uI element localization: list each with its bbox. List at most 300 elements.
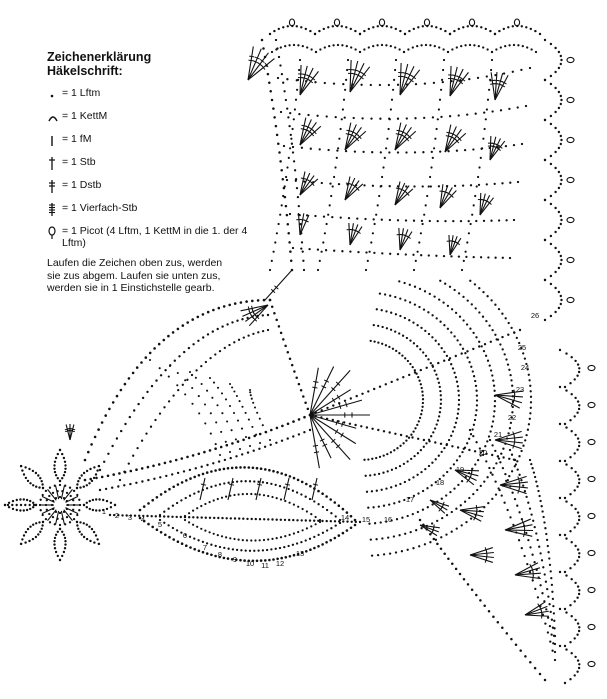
- chain-dot: [77, 528, 79, 530]
- chain-dot: [529, 412, 531, 414]
- chain-dot: [560, 103, 562, 105]
- chain-dot: [317, 503, 319, 505]
- chain-dot: [534, 30, 536, 32]
- chain-dot: [93, 541, 95, 543]
- chain-dot: [535, 51, 537, 53]
- chain-dot: [449, 357, 451, 359]
- chain-dot: [135, 468, 138, 471]
- chain-dot: [279, 547, 281, 549]
- chain-dot: [381, 343, 383, 345]
- chain-dot: [306, 510, 308, 512]
- chain-dot: [453, 426, 455, 428]
- chain-dot: [530, 48, 532, 50]
- chain-dot: [412, 254, 414, 256]
- chain-dot: [159, 476, 161, 478]
- chain-dot: [492, 420, 494, 422]
- chain-dot: [292, 519, 294, 521]
- chain-dot: [438, 185, 440, 187]
- chain-dot: [299, 59, 301, 61]
- chain-dot: [486, 295, 488, 297]
- chain-dot: [172, 394, 174, 396]
- chain-dot: [350, 515, 353, 518]
- chain-dot: [370, 117, 372, 119]
- chain-dot: [457, 446, 459, 448]
- chain-dot: [459, 343, 461, 345]
- chain-dot: [405, 439, 407, 441]
- chain-dot: [86, 524, 88, 526]
- chain-dot: [482, 316, 484, 318]
- chain-dot: [505, 145, 507, 147]
- chain-dot: [380, 151, 382, 153]
- chain-dot: [367, 507, 369, 509]
- chain-dot: [289, 147, 291, 149]
- chain-dot: [503, 72, 505, 74]
- chain-dot: [202, 336, 204, 338]
- chain-dot: [53, 464, 55, 466]
- chain-dot: [458, 114, 460, 116]
- chain-dot: [19, 498, 21, 500]
- chain-dot: [550, 83, 552, 85]
- chain-dot: [241, 318, 243, 320]
- chain-dot: [452, 367, 454, 369]
- chain-dot: [256, 467, 259, 470]
- chain-dot: [300, 541, 302, 543]
- chain-dot: [435, 539, 437, 541]
- chain-dot: [491, 474, 493, 476]
- chain-dot: [388, 128, 390, 130]
- chain-dot: [487, 256, 489, 258]
- chain-dot: [167, 515, 169, 517]
- chain-dot: [425, 442, 427, 444]
- chain-dot: [66, 492, 68, 494]
- chain-dot: [160, 531, 163, 534]
- chain-dot: [156, 496, 159, 499]
- chain-dot: [337, 44, 339, 46]
- chain-dot: [458, 255, 460, 257]
- chain-dot: [558, 227, 560, 229]
- chain-dot: [270, 483, 272, 485]
- chain-dot: [404, 299, 406, 301]
- stitch: [64, 510, 73, 521]
- chain-dot: [271, 99, 274, 102]
- chain-dot: [577, 659, 579, 661]
- chain-dot: [428, 440, 430, 442]
- chain-dot: [266, 482, 268, 484]
- chain-dot: [399, 297, 401, 299]
- chain-dot: [435, 340, 437, 342]
- row-number: 26: [530, 311, 540, 320]
- chain-dot: [480, 256, 482, 258]
- chain-dot: [288, 519, 290, 521]
- chain-dot: [509, 257, 511, 259]
- chain-dot: [525, 434, 527, 436]
- chain-dot: [453, 487, 455, 489]
- chain-dot: [503, 502, 505, 504]
- chain-dot: [558, 91, 560, 93]
- chain-dot: [269, 33, 271, 35]
- chain-dot: [559, 386, 561, 388]
- chain-dot: [447, 328, 449, 330]
- chain-dot: [57, 555, 59, 557]
- stitch: [349, 223, 350, 245]
- row-number: 15: [361, 515, 371, 524]
- chain-dot: [116, 395, 119, 398]
- chain-dot: [212, 309, 215, 312]
- chain-dot: [381, 326, 383, 328]
- chain-dot: [302, 45, 304, 47]
- chain-dot: [475, 414, 477, 416]
- legend-title: [47, 50, 252, 78]
- chain-dot: [544, 573, 546, 575]
- chain-dot: [229, 383, 231, 385]
- chain-dot: [464, 501, 466, 503]
- chain-dot: [577, 437, 579, 439]
- chain-dot: [500, 109, 502, 111]
- stitch: [312, 478, 317, 500]
- stitch-bar: [257, 484, 262, 485]
- chain-dot: [394, 296, 396, 298]
- chain-dot: [417, 251, 419, 253]
- chain-dot: [549, 564, 551, 566]
- chain-dot: [246, 493, 248, 495]
- chain-dot: [420, 471, 422, 473]
- chain-dot: [569, 419, 571, 421]
- chain-dot: [460, 220, 462, 222]
- chain-dot: [430, 166, 432, 168]
- chain-dot: [440, 394, 442, 396]
- chain-dot: [206, 471, 209, 474]
- chain-dot: [193, 548, 196, 551]
- chain-dot: [64, 547, 66, 549]
- chain-dot: [462, 296, 464, 298]
- chain-dot: [398, 48, 400, 50]
- chain-dot: [554, 651, 556, 653]
- chain-dot: [290, 138, 292, 140]
- chain-dot: [550, 570, 552, 572]
- chain-dot: [334, 501, 337, 504]
- chain-dot: [250, 539, 252, 541]
- chain-dot: [420, 254, 422, 256]
- chain-dot: [558, 147, 560, 149]
- chain-dot: [429, 293, 431, 295]
- chain-dot: [470, 184, 472, 186]
- chain-dot: [294, 108, 296, 110]
- chain-dot: [577, 622, 579, 624]
- chain-dot: [280, 111, 282, 113]
- chain-dot: [423, 214, 425, 216]
- chain-dot: [39, 531, 41, 533]
- chain-dot: [213, 517, 215, 519]
- chain-dot: [371, 490, 373, 492]
- chain-dot: [293, 532, 295, 534]
- chain-dot: [38, 521, 40, 523]
- chain-dot: [485, 118, 487, 120]
- chain-dot: [445, 533, 447, 535]
- chain-dot: [443, 351, 445, 353]
- row-number: 18: [435, 478, 445, 487]
- chain-dot: [229, 537, 231, 539]
- chain-dot: [86, 484, 88, 486]
- chain-dot: [537, 490, 539, 492]
- chain-dot: [459, 316, 461, 318]
- chain-dot: [564, 534, 566, 536]
- chain-dot: [508, 458, 510, 460]
- chain-dot: [569, 382, 571, 384]
- chain-dot: [249, 389, 251, 391]
- chain-dot: [444, 220, 446, 222]
- chain-dot: [399, 30, 401, 32]
- chain-dot: [200, 528, 202, 530]
- chain-dot: [363, 30, 365, 32]
- chain-dot: [269, 269, 271, 271]
- chain-dot: [419, 348, 421, 350]
- chain-dot: [259, 494, 261, 496]
- chain-dot: [547, 595, 549, 597]
- chain-dot: [298, 113, 300, 115]
- chain-dot: [435, 458, 437, 460]
- chain-dot: [379, 84, 381, 86]
- chain-dot: [220, 431, 222, 433]
- chain-dot: [395, 28, 397, 30]
- chain-dot: [450, 255, 452, 257]
- chain-dot: [182, 324, 185, 327]
- chain-dot: [375, 457, 377, 459]
- chain-dot: [76, 521, 78, 523]
- chain-dot: [492, 379, 494, 381]
- chain-dot: [470, 433, 472, 435]
- picot: [588, 402, 595, 407]
- row-number: 17: [405, 495, 415, 504]
- chain-dot: [377, 25, 379, 27]
- chain-dot: [283, 187, 286, 190]
- chain-dot: [376, 308, 378, 310]
- chain-dot: [32, 538, 34, 540]
- chain-dot: [238, 539, 240, 541]
- chain-dot: [412, 476, 414, 478]
- chain-dot: [305, 28, 307, 30]
- chain-dot: [519, 329, 521, 331]
- chain-dot: [35, 536, 37, 538]
- chain-dot: [295, 99, 297, 101]
- chain-dot: [517, 468, 519, 470]
- row-number: 21: [493, 430, 503, 439]
- chain-dot: [478, 311, 480, 313]
- chain-dot: [491, 498, 493, 500]
- chain-dot: [326, 529, 328, 531]
- chain-dot: [524, 490, 526, 492]
- chain-dot: [477, 77, 479, 79]
- chain-dot: [530, 401, 532, 403]
- chain-dot: [450, 363, 452, 365]
- chain-dot: [282, 178, 285, 181]
- chain-dot: [487, 99, 489, 101]
- picot-loop: [588, 587, 595, 592]
- chain-dot: [554, 635, 556, 637]
- chain-dot: [422, 490, 424, 492]
- chain-dot: [289, 213, 291, 215]
- chain-dot: [577, 363, 579, 365]
- chain-dot: [279, 214, 281, 216]
- chain-dot: [420, 44, 422, 46]
- chain-dot: [437, 362, 439, 364]
- chain-dot: [475, 409, 477, 411]
- chain-dot: [476, 404, 478, 406]
- chain-dot: [183, 351, 185, 353]
- chain-dot: [422, 394, 424, 396]
- chain-dot: [529, 385, 531, 387]
- chain-dot: [233, 341, 235, 343]
- chain-dot: [423, 308, 425, 310]
- chain-dot: [461, 451, 463, 453]
- chain-dot: [164, 462, 167, 465]
- chain-dot: [54, 537, 56, 539]
- chain-dot: [406, 435, 408, 437]
- chain-dot: [250, 394, 252, 396]
- stitch-bar: [314, 452, 319, 453]
- chain-dot: [229, 405, 231, 407]
- chain-dot: [510, 379, 512, 381]
- chain-dot: [550, 203, 552, 205]
- chain-dot: [219, 454, 221, 456]
- chain-dot: [456, 46, 458, 48]
- chain-dot: [437, 118, 439, 120]
- chain-dot: [102, 499, 104, 501]
- chain-dot: [20, 465, 22, 467]
- chain-dot: [440, 116, 442, 118]
- chain-dot: [293, 118, 295, 120]
- chain-dot: [184, 519, 186, 521]
- chain-dot: [576, 412, 578, 414]
- chain-dot: [188, 512, 190, 514]
- chain-dot: [236, 549, 238, 551]
- chain-dot: [481, 147, 483, 149]
- chain-dot: [111, 487, 113, 489]
- chain-dot: [302, 529, 304, 531]
- chain-dot: [23, 498, 25, 500]
- chain-dot: [245, 549, 247, 551]
- chain-dot: [422, 151, 424, 153]
- chain-dot: [430, 362, 432, 364]
- chain-dot: [520, 450, 522, 452]
- chain-dot: [341, 118, 343, 120]
- chain-dot: [418, 241, 420, 243]
- chain-dot: [197, 539, 199, 541]
- chain-dot: [177, 540, 180, 543]
- chain-dot: [289, 475, 292, 478]
- chain-dot: [576, 523, 578, 525]
- chain-dot: [391, 99, 393, 101]
- chain-dot: [413, 455, 415, 457]
- chain-dot: [473, 424, 475, 426]
- chain-dot: [422, 223, 424, 225]
- chain-dot: [472, 493, 474, 495]
- chain-dot: [550, 243, 552, 245]
- chain-dot: [214, 447, 217, 450]
- chain-dot: [389, 118, 391, 120]
- chain-dot: [431, 314, 433, 316]
- chain-dot: [257, 331, 259, 333]
- chain-dot: [379, 118, 381, 120]
- chain-dot: [394, 433, 396, 435]
- chain-dot: [564, 460, 566, 462]
- chain-dot: [12, 500, 14, 502]
- chain-dot: [272, 470, 275, 473]
- chain-dot: [433, 295, 435, 297]
- chain-dot: [307, 114, 309, 116]
- chain-dot: [238, 339, 240, 341]
- chain-dot: [488, 324, 490, 326]
- chain-dot: [569, 567, 571, 569]
- chain-dot: [446, 355, 448, 357]
- chain-dot: [117, 485, 119, 487]
- chain-dot: [365, 251, 367, 253]
- chain-dot: [546, 588, 548, 590]
- chain-dot: [520, 479, 522, 481]
- stitch-bar: [248, 307, 249, 312]
- chain-dot: [8, 506, 10, 508]
- chain-dot: [491, 454, 493, 456]
- chain-dot: [172, 527, 174, 529]
- chain-dot: [495, 48, 497, 50]
- chain-dot: [228, 344, 230, 346]
- chain-dot: [578, 445, 580, 447]
- chain-dot: [342, 508, 345, 511]
- chain-dot: [449, 491, 451, 493]
- chain-dot: [21, 469, 23, 471]
- chain-dot: [511, 492, 513, 494]
- chain-dot: [259, 518, 261, 520]
- chain-dot: [24, 466, 26, 468]
- chain-dot: [276, 134, 279, 137]
- chain-dot: [252, 402, 254, 404]
- chain-dot: [119, 479, 121, 481]
- chain-dot: [329, 498, 332, 501]
- chain-dot: [565, 537, 567, 539]
- chain-dot: [387, 536, 389, 538]
- chain-dot: [404, 533, 406, 535]
- chain-dot: [177, 483, 180, 486]
- chain-dot: [198, 412, 200, 414]
- chain-dot: [212, 330, 214, 332]
- chain-dot: [576, 597, 578, 599]
- chain-dot: [462, 348, 464, 350]
- chain-dot: [245, 480, 247, 482]
- chain-dot: [426, 487, 428, 489]
- chain-dot: [61, 531, 63, 533]
- chain-dot: [137, 403, 139, 405]
- picot-loop: [567, 217, 574, 222]
- chain-dot: [484, 445, 486, 447]
- chain-dot: [529, 661, 532, 664]
- chain-dot: [197, 340, 199, 342]
- chain-dot: [86, 502, 88, 504]
- chain-dot: [432, 116, 434, 118]
- chain-dot: [278, 151, 281, 154]
- chain-dot: [204, 403, 206, 405]
- chain-dot: [227, 557, 230, 560]
- chain-dot: [265, 431, 267, 433]
- chain-dot: [527, 429, 529, 431]
- chain-dot: [379, 456, 381, 458]
- chain-dot: [416, 424, 418, 426]
- chain-dot: [406, 337, 408, 339]
- chain-dot: [275, 484, 277, 486]
- chain-dot: [550, 235, 552, 237]
- chain-dot: [19, 509, 21, 511]
- chain-dot: [389, 253, 391, 255]
- chain-dot: [462, 184, 464, 186]
- chain-dot: [167, 508, 169, 510]
